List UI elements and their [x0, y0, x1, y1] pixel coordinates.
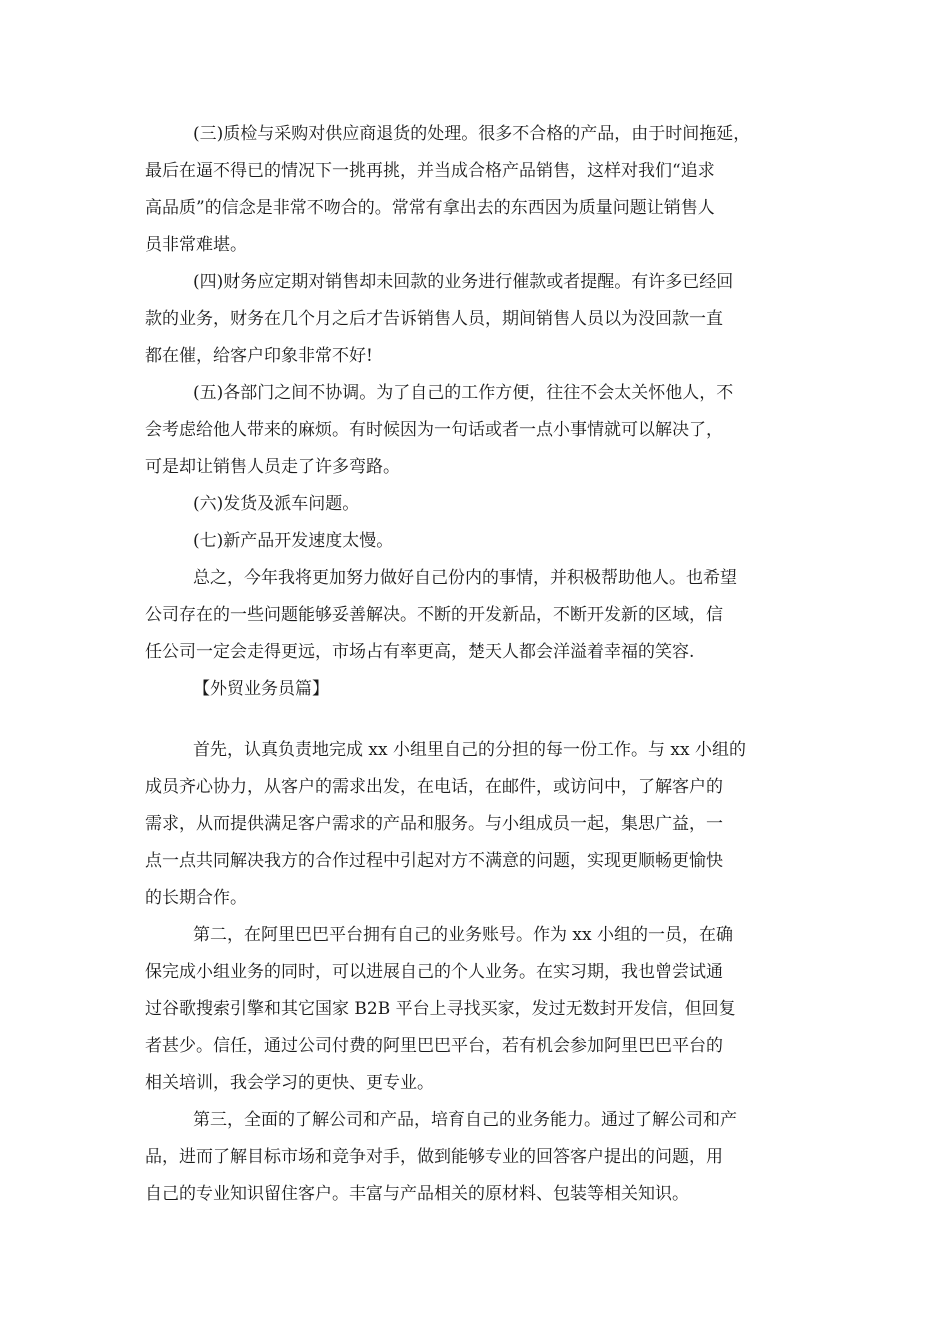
paragraph-finance-collection — [145, 264, 810, 375]
text-line: (三)质检与采购对供应商退货的处理。很多不合格的产品，由于时间拖延， — [193, 124, 751, 144]
text-line: 的长期合作。 — [145, 888, 247, 908]
text-line: 保完成小组业务的同时，可以进展自己的个人业务。在实习期，我也曾尝试通 — [145, 962, 723, 982]
text-line: 相关培训，我会学习的更快、更专业。 — [145, 1073, 434, 1093]
text-line: 品，进而了解目标市场和竞争对手，做到能够专业的回答客户提出的问题，用 — [145, 1147, 723, 1167]
text-line: 都在催，给客户印象非常不好! — [145, 346, 373, 366]
text-line: 成员齐心协力，从客户的需求出发，在电话，在邮件，或访问中，了解客户的 — [145, 777, 723, 797]
section-heading — [145, 671, 810, 708]
text-line: 点一点共同解决我方的合作过程中引起对方不满意的问题，实现更顺畅更愉快 — [145, 851, 723, 871]
text-line: 第三，全面的了解公司和产品，培育自己的业务能力。通过了解公司和产 — [193, 1110, 737, 1130]
paragraph-summary — [145, 560, 810, 671]
paragraph-third — [145, 1102, 810, 1213]
text-line: (五)各部门之间不协调。为了自己的工作方便，往往不会太关怀他人，不 — [193, 383, 734, 403]
paragraph-first — [145, 732, 810, 917]
text-line: 可是却让销售人员走了许多弯路。 — [145, 457, 400, 477]
section-heading-text: 【外贸业务员篇】 — [193, 679, 329, 699]
paragraph-new-products — [145, 523, 810, 560]
text-line: 第二，在阿里巴巴平台拥有自己的业务账号。作为 xx 小组的一员，在确 — [193, 925, 733, 945]
text-line: (六)发货及派车问题。 — [193, 494, 360, 514]
text-line: (七)新产品开发速度太慢。 — [193, 531, 394, 551]
text-line: 需求，从而提供满足客户需求的产品和服务。与小组成员一起，集思广益，一 — [145, 814, 723, 834]
text-line: 高品质”的信念是非常不吻合的。常常有拿出去的东西因为质量问题让销售人 — [145, 198, 715, 218]
paragraph-shipping — [145, 486, 810, 523]
text-line: 任公司一定会走得更远，市场占有率更高，楚天人都会洋溢着幸福的笑容. — [145, 642, 695, 662]
paragraph-department-coordination — [145, 375, 810, 486]
text-line: 款的业务，财务在几个月之后才告诉销售人员，期间销售人员以为没回款一直 — [145, 309, 723, 329]
paragraph-qc-returns — [145, 116, 810, 264]
text-line: 自己的专业知识留住客户。丰富与产品相关的原材料、包装等相关知识。 — [145, 1184, 689, 1204]
text-line: 员非常难堪。 — [145, 235, 247, 255]
paragraph-second — [145, 917, 810, 1102]
text-line: 会考虑给他人带来的麻烦。有时候因为一句话或者一点小事情就可以解决了， — [145, 420, 723, 440]
text-line: 最后在逼不得已的情况下一挑再挑，并当成合格产品销售，这样对我们“追求 — [145, 161, 715, 181]
text-line: 首先，认真负责地完成 xx 小组里自己的分担的每一份工作。与 xx 小组的 — [193, 740, 746, 760]
text-line: (四)财务应定期对销售却未回款的业务进行催款或者提醒。有许多已经回 — [193, 272, 734, 292]
text-line: 过谷歌搜索引擎和其它国家 B2B 平台上寻找买家，发过无数封开发信，但回复 — [145, 999, 736, 1019]
text-line: 者甚少。信任，通过公司付费的阿里巴巴平台，若有机会参加阿里巴巴平台的 — [145, 1036, 723, 1056]
text-line: 总之，今年我将更加努力做好自己份内的事情，并积极帮助他人。也希望 — [193, 568, 737, 588]
text-line: 公司存在的一些问题能够妥善解决。不断的开发新品，不断开发新的区域，信 — [145, 605, 723, 625]
